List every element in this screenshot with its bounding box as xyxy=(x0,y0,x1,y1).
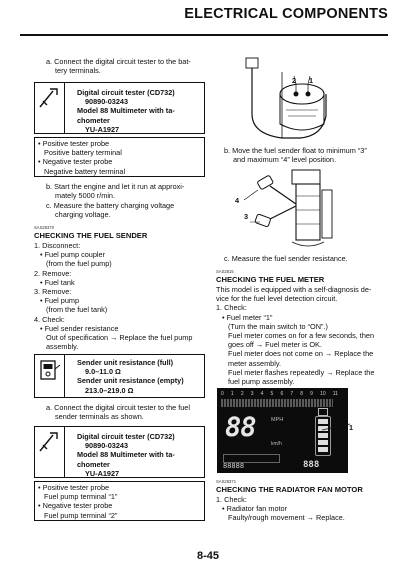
tool-pn: 90890-03243 xyxy=(85,97,129,107)
ohmmeter-icon xyxy=(35,355,65,397)
page-title: ELECTRICAL COMPONENTS xyxy=(184,6,388,22)
trip-digits: 888 xyxy=(303,460,320,470)
step-c-left: c. Measure the battery charging voltage charging voltage. xyxy=(46,201,175,220)
tool-model-2: chometer xyxy=(77,459,110,469)
float-position-figure xyxy=(222,166,352,252)
step-a2: a. Connect the digital circuit tester to the fuel sender terminals as shown. xyxy=(46,403,190,422)
page-number: 8-45 xyxy=(196,550,220,562)
step-b-right: b. Move the fuel sender float to minimum “3” and maximum “4” level position. xyxy=(224,146,367,165)
odometer: 88888 xyxy=(223,462,245,470)
fuel-meter-steps: This model is equipped with a self-diagnosis de- vice for the fuel level detection circuit. 1. Check: • Fuel meter “1” (Turn the main switch to “ON”.) Fuel meter comes on for a few seconds, then goes off → Fuel meter is OK. Fuel meter does not come on → Replace the meter assembly. Fuel meter flashes repeatedly → Replace the fuel pump assembly. xyxy=(216,285,375,387)
tool-name: Digital circuit tester (CD732) xyxy=(77,432,175,441)
tester-icon xyxy=(35,83,65,133)
tool-ya: YU-A1927 xyxy=(85,124,120,134)
fuel-pump-icon xyxy=(318,408,328,416)
fan-motor-steps: 1. Check: • Radiator fan motor Faulty/rough movement → Replace. xyxy=(216,495,345,523)
section-code: SAS2815 xyxy=(216,269,234,274)
section-code: SAS28370 xyxy=(34,225,55,230)
header-rule xyxy=(20,34,388,36)
section-code: SAS28371 xyxy=(216,479,237,484)
section-title-fuel-sender: CHECKING THE FUEL SENDER xyxy=(34,231,148,240)
speed-digits: 88 xyxy=(225,412,256,443)
spec-box xyxy=(34,354,205,398)
section-title-fuel-meter: CHECKING THE FUEL METER xyxy=(216,275,325,284)
tool-model-1: Model 88 Multimeter with ta- xyxy=(77,450,175,460)
fuel-sender-steps: 1. Disconnect: • Fuel pump coupler (from the fuel pump) 2. Remove: • Fuel tank 3. Remove: • Fuel pump (from the fuel tank) 4. Check: • Fuel sender resistance Out of specification → Replace the fuel pump assembly. xyxy=(34,241,193,352)
tool-ya: YU-A1927 xyxy=(85,468,120,478)
tool-name: Digital circuit tester (CD732) xyxy=(77,88,175,97)
spec-empty-label: Sender unit resistance (empty) xyxy=(77,376,184,386)
step-b-left: b. Start the engine and let it run at approxi- mately 5000 r/min. xyxy=(46,182,185,201)
kmh-label: km/h xyxy=(271,441,282,447)
callout-4: 4 xyxy=(235,196,240,205)
tester-icon xyxy=(35,427,65,477)
tool-pn: 90890-03243 xyxy=(85,441,129,451)
callout-2: 2 xyxy=(292,76,297,85)
step-a1: a. Connect the digital circuit tester to the bat- tery terminals. xyxy=(46,57,191,76)
callout-meter-1: 1 xyxy=(349,423,354,432)
mph-label: MPH xyxy=(271,417,284,423)
tach-bar xyxy=(221,399,333,407)
step-c-right: c. Measure the fuel sender resistance. xyxy=(224,254,348,263)
section-title-fan-motor: CHECKING THE RADIATOR FAN MOTOR xyxy=(216,485,363,494)
tool-model-2: chometer xyxy=(77,115,110,125)
probe-box-2: • Positive tester probe Fuel pump terminal “1” • Negative tester probe Fuel pump terminal “2” xyxy=(34,481,205,521)
tool-box-1 xyxy=(34,82,205,134)
tool-model-1: Model 88 Multimeter with ta- xyxy=(77,106,175,116)
callout-1: 1 xyxy=(309,76,314,85)
tool-box-2 xyxy=(34,426,205,478)
spec-full-value: 9.0–11.0 Ω xyxy=(85,367,121,377)
callout-3: 3 xyxy=(244,212,249,221)
probe-box-1: • Positive tester probe Positive battery terminal • Negative tester probe Negative battery terminal xyxy=(34,137,205,177)
tach-scale: 0 1 2 3 4 5 6 7 8 9 10 11 xyxy=(221,391,338,397)
fuel-pump-figure xyxy=(222,54,352,146)
spec-empty-value: 213.0–219.0 Ω xyxy=(85,385,134,395)
spec-full-label: Sender unit resistance (full) xyxy=(77,358,174,367)
